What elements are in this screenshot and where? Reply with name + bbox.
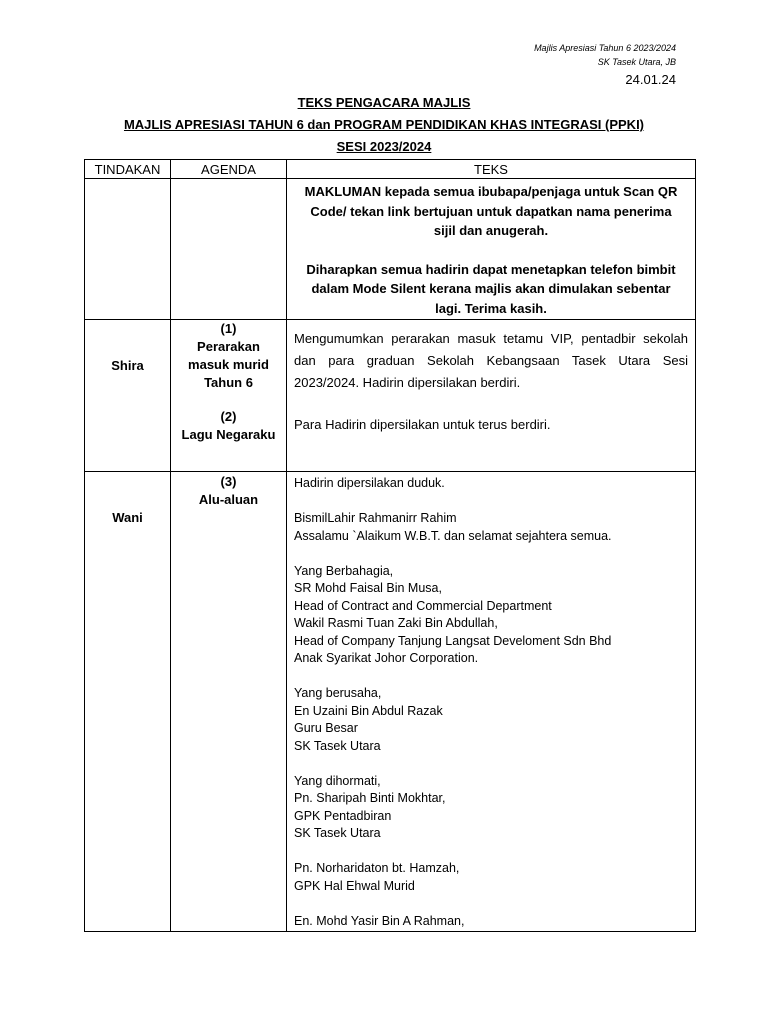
line-gap bbox=[294, 843, 688, 861]
agenda-number: (2) bbox=[220, 409, 237, 424]
tindakan-cell bbox=[85, 320, 171, 472]
document-session: SESI 2023/2024 bbox=[336, 139, 432, 154]
line-gap bbox=[294, 755, 688, 773]
header-school-name: SK Tasek Utara, JB bbox=[597, 57, 676, 67]
header-event-title: Majlis Apresiasi Tahun 6 2023/2024 bbox=[534, 43, 676, 53]
table-row bbox=[85, 320, 696, 472]
agenda-label: Tahun 6 bbox=[204, 375, 253, 390]
speech-line: Pn. Norharidaton bt. Hamzah, bbox=[294, 861, 460, 875]
announcement-text: Mengumumkan perarakan masuk tetamu VIP, pentadbir sekolah dan para graduan Sekolah Kebangsaan Tasek Utara Sesi 2023/2024. Hadirin dipersilakan berdiri. bbox=[294, 331, 688, 390]
speech-line: Hadirin dipersilakan duduk. bbox=[294, 476, 445, 490]
speech-line: Head of Contract and Commercial Department bbox=[294, 598, 552, 613]
speech-line: Pn. Sharipah Binti Mokhtar, bbox=[294, 791, 446, 805]
speech-text bbox=[288, 473, 694, 930]
agenda-number: (1) bbox=[220, 321, 237, 336]
speech-line: SR Mohd Faisal Bin Musa, bbox=[294, 581, 442, 595]
speech-line: Head of Company Tanjung Langsat Develoment Sdn Bhd bbox=[294, 633, 612, 648]
line-gap bbox=[294, 493, 688, 511]
tindakan-cell bbox=[85, 472, 171, 932]
line-gap bbox=[294, 545, 688, 563]
notice-silent-mode: Diharapkan semua hadirin dapat menetapkan telefon bimbit dalam Mode Silent kerana majlis akan dimulakan sebentar lagi. Terima kasih. bbox=[306, 261, 676, 316]
agenda-label: Lagu Negaraku bbox=[181, 427, 276, 442]
agenda-cell bbox=[171, 320, 287, 472]
tindakan-cell-empty bbox=[85, 179, 171, 320]
column-header-tindakan: TINDAKAN bbox=[85, 160, 171, 179]
speech-line: Yang dihormati, bbox=[294, 773, 381, 788]
teks-cell bbox=[287, 472, 696, 932]
agenda-cell bbox=[171, 472, 287, 932]
speech-line: Yang berusaha, bbox=[294, 686, 382, 700]
speech-line: Guru Besar bbox=[294, 721, 358, 735]
teks-cell bbox=[287, 320, 696, 472]
agenda-label: masuk murid bbox=[188, 357, 269, 372]
agenda-number: (3) bbox=[220, 474, 237, 489]
speech-line: BismilLahir Rahmanirr Rahim bbox=[294, 511, 457, 525]
speech-line: Wakil Rasmi Tuan Zaki Bin Abdullah, bbox=[294, 616, 498, 630]
speech-line: Yang Berbahagia, bbox=[294, 563, 394, 578]
notice-cell bbox=[287, 179, 696, 320]
column-header-teks: TEKS bbox=[287, 160, 696, 179]
header-date: 24.01.24 bbox=[625, 72, 676, 87]
agenda-label: Alu-aluan bbox=[198, 492, 259, 507]
table-row bbox=[85, 179, 696, 320]
speech-line: Assalamu `Alaikum W.B.T. dan selamat sejahtera semua. bbox=[294, 528, 612, 543]
script-table bbox=[84, 159, 696, 932]
notice-qr-code: MAKLUMAN kepada semua ibubapa/penjaga untuk Scan QR Code/ tekan link bertujuan untuk dapatkan nama penerima sijil dan anugerah. bbox=[304, 184, 678, 238]
document-subtitle: MAJLIS APRESIASI TAHUN 6 dan PROGRAM PENDIDIKAN KHAS INTEGRASI (PPKI) bbox=[123, 117, 645, 132]
agenda-cell-empty bbox=[171, 179, 287, 320]
speech-line: GPK Hal Ehwal Murid bbox=[294, 878, 415, 893]
announcement-text: Para Hadirin dipersilakan untuk terus berdiri. bbox=[294, 417, 551, 432]
emcee-name: Wani bbox=[112, 510, 143, 525]
line-gap bbox=[294, 668, 688, 686]
speech-line: Anak Syarikat Johor Corporation. bbox=[294, 651, 479, 665]
line-gap bbox=[294, 895, 688, 913]
column-header-agenda: AGENDA bbox=[171, 160, 287, 179]
document-title: TEKS PENGACARA MAJLIS bbox=[297, 95, 471, 110]
table-row bbox=[85, 472, 696, 932]
speech-line: En. Mohd Yasir Bin A Rahman, bbox=[294, 913, 465, 928]
speech-line: GPK Pentadbiran bbox=[294, 808, 392, 823]
speech-line: SK Tasek Utara bbox=[294, 738, 381, 753]
speech-line: En Uzaini Bin Abdul Razak bbox=[294, 703, 443, 718]
emcee-name: Shira bbox=[111, 358, 144, 373]
agenda-label: Perarakan bbox=[197, 339, 260, 354]
table-header-row bbox=[85, 160, 696, 179]
speech-line: SK Tasek Utara bbox=[294, 826, 381, 840]
